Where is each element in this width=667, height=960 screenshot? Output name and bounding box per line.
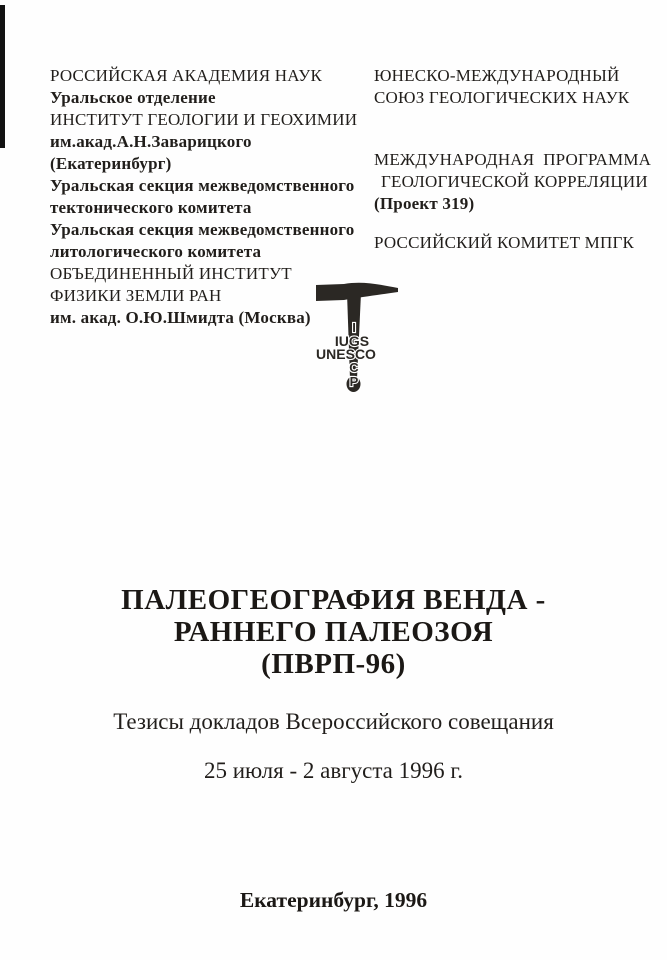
imprint-city-year: Екатеринбург, 1996 xyxy=(239,888,428,912)
title-line-2: РАННЕГО ПАЛЕОЗОЯ xyxy=(173,616,494,648)
igcp-letter-c: C xyxy=(349,360,359,375)
org-line: ЮНЕСКО-МЕЖДУНАРОДНЫЙ xyxy=(374,66,620,85)
igcp-letter-i: I xyxy=(352,320,356,335)
unesco-label: UNESCO xyxy=(316,346,376,362)
right-column-group-committee xyxy=(374,232,667,254)
org-line: ОБЪЕДИНЕННЫЙ ИНСТИТУТ xyxy=(50,264,292,283)
conference-dates: 25 июля - 2 августа 1996 г. xyxy=(204,758,463,783)
org-line: Уральская секция межведомственного xyxy=(50,220,355,239)
geological-hammer-icon xyxy=(302,280,407,395)
org-line: МЕЖДУНАРОДНАЯ ПРОГРАММА xyxy=(374,150,652,169)
igcp-hammer-logo xyxy=(302,280,407,395)
subtitle: Тезисы докладов Всероссийского совещания xyxy=(113,709,554,734)
organizations-right-column xyxy=(374,65,667,254)
conference-title xyxy=(0,584,667,680)
title-line-1: ПАЛЕОГЕОГРАФИЯ ВЕНДА - xyxy=(121,584,546,616)
org-line: литологического комитета xyxy=(50,242,262,261)
title-line-3: (ПВРП-96) xyxy=(261,648,406,680)
igcp-letter-p: P xyxy=(349,374,359,389)
org-line: им.акад.А.Н.Заварицкого xyxy=(50,132,252,151)
org-line: ИНСТИТУТ ГЕОЛОГИИ И ГЕОХИМИИ xyxy=(50,110,358,129)
iugs-label: IUGS xyxy=(334,333,370,349)
org-line: РОССИЙСКАЯ АКАДЕМИЯ НАУК xyxy=(50,66,323,85)
org-line: ФИЗИКИ ЗЕМЛИ РАН xyxy=(50,286,222,305)
right-column-group-unesco xyxy=(374,65,667,109)
org-line: им. акад. О.Ю.Шмидта (Москва) xyxy=(50,308,311,327)
org-line: (Проект 319) xyxy=(374,194,475,213)
org-line: СОЮЗ ГЕОЛОГИЧЕСКИХ НАУК xyxy=(374,88,630,107)
org-line: Уральская секция межведомственного xyxy=(50,176,355,195)
org-line: РОССИЙСКИЙ КОМИТЕТ МПГК xyxy=(374,233,635,252)
org-line: тектонического комитета xyxy=(50,198,252,217)
scan-edge-artifact xyxy=(0,5,5,148)
org-line: (Екатеринбург) xyxy=(50,154,172,173)
org-line: Уральское отделение xyxy=(50,88,216,107)
right-column-group-igcp xyxy=(374,149,667,215)
org-line: ГЕОЛОГИЧЕСКОЙ КОРРЕЛЯЦИИ xyxy=(381,172,648,191)
